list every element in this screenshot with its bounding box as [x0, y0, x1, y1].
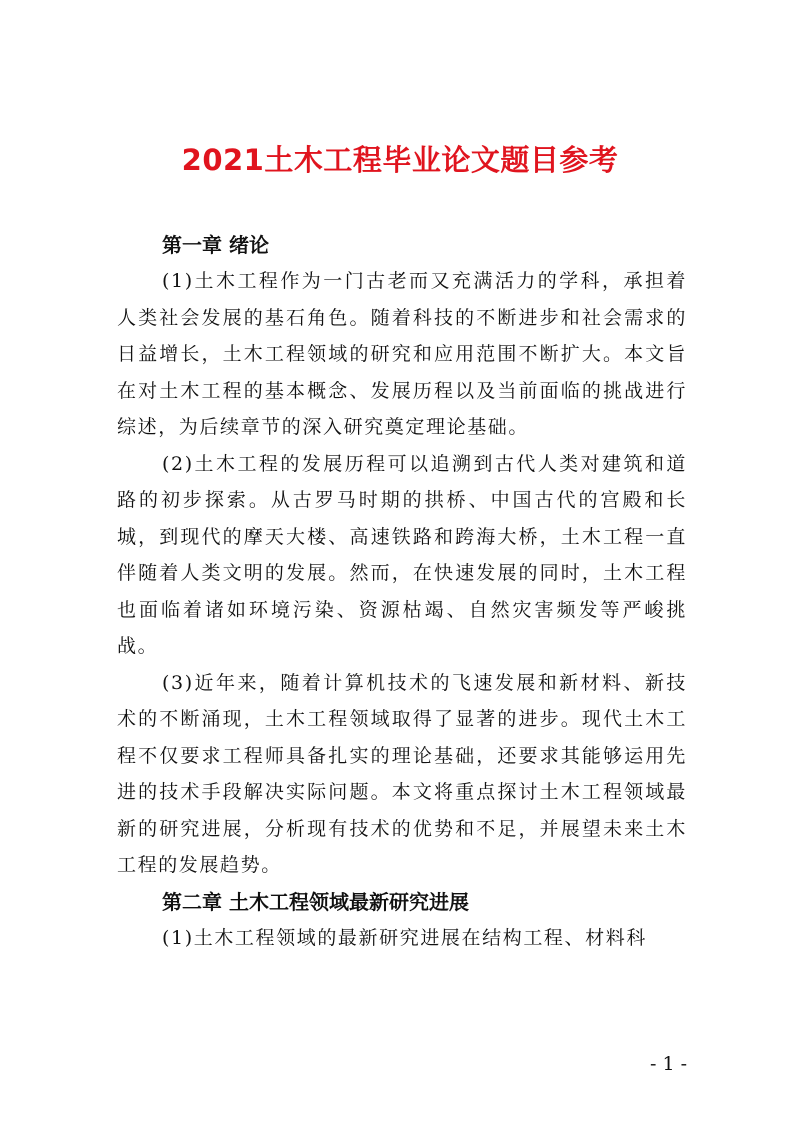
document-body — [117, 227, 687, 956]
paragraph: (3)近年来，随着计算机技术的飞速发展和新材料、新技术的不断涌现，土木工程领域取得了显著的进步。现代土木工程不仅要求工程师具备扎实的理论基础，还要求其能够运用先进的技术手段解决实际问题。本文将重点探讨土木工程领域最新的研究进展，分析现有技术的优势和不足，并展望未来土木工程的发展趋势。 — [117, 671, 687, 876]
paragraph: (2)土木工程的发展历程可以追溯到古代人类对建筑和道路的初步探索。从古罗马时期的拱桥、中国古代的宫殿和长城，到现代的摩天大楼、高速铁路和跨海大桥，土木工程一直伴随着人类文明的发展。然而，在快速发展的同时，土木工程也面临着诸如环境污染、资源枯竭、自然灾害频发等严峻挑战。 — [117, 452, 687, 657]
page-number: - 1 - — [649, 1053, 687, 1075]
paragraph: (1)土木工程领域的最新研究进展在结构工程、材料科 — [162, 926, 647, 949]
paragraph: (1)土木工程作为一门古老而又充满活力的学科，承担着人类社会发展的基石角色。随着科技的不断进步和社会需求的日益增长，土木工程领域的研究和应用范围不断扩大。本文旨在对土木工程的基本概念、发展历程以及当前面临的挑战进行综述，为后续章节的深入研究奠定理论基础。 — [117, 270, 687, 438]
document-title: 2021土木工程毕业论文题目参考 — [181, 143, 619, 177]
chapter-heading-1: 第一章 绪论 — [162, 233, 269, 257]
chapter-heading-2: 第二章 土木工程领域最新研究进展 — [162, 889, 469, 914]
